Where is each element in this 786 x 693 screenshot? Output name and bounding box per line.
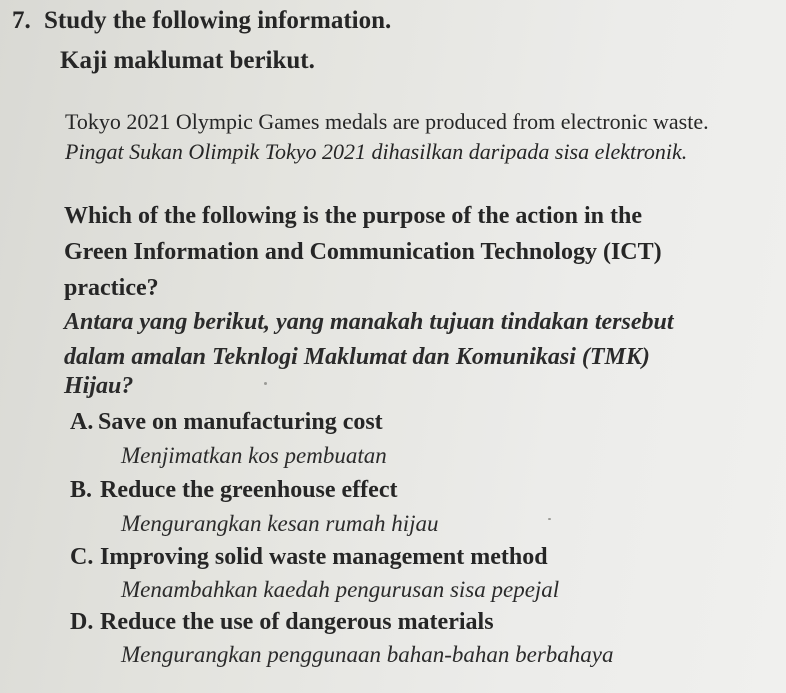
prompt-en-line-3: practice? <box>64 275 159 301</box>
option-b-text-ms[interactable]: Mengurangkan kesan rumah hijau <box>121 511 439 536</box>
option-a-text-en[interactable]: Save on manufacturing cost <box>98 409 383 435</box>
option-c-text-ms[interactable]: Menambahkan kaedah pengurusan sisa pepejal <box>121 577 560 602</box>
statement-en: Tokyo 2021 Olympic Games medals are produced from electronic waste. <box>65 109 709 134</box>
prompt-en-line-2: Green Information and Communication Technology (ICT) <box>64 239 662 265</box>
question-title-ms: Kaji maklumat berikut. <box>60 47 315 74</box>
prompt-ms-line-2: dalam amalan Teknlogi Maklumat dan Komunikasi (TMK) <box>64 344 650 370</box>
prompt-ms-line-3: Hijau? <box>64 373 134 399</box>
prompt-ms-line-1: Antara yang berikut, yang manakah tujuan tindakan tersebut <box>64 309 674 335</box>
option-a-text-ms[interactable]: Menjimatkan kos pembuatan <box>121 443 387 468</box>
option-c-letter[interactable]: C. <box>70 544 94 570</box>
option-d-letter[interactable]: D. <box>70 609 94 635</box>
option-a-letter[interactable]: A. <box>70 409 94 435</box>
option-c-text-en[interactable]: Improving solid waste management method <box>100 544 548 570</box>
option-d-text-ms[interactable]: Mengurangkan penggunaan bahan-bahan berbahaya <box>121 642 614 667</box>
prompt-en-line-1: Which of the following is the purpose of the action in the <box>64 203 643 229</box>
statement-ms: Pingat Sukan Olimpik Tokyo 2021 dihasilkan daripada sisa elektronik. <box>65 139 688 164</box>
paper-speck <box>548 518 551 520</box>
option-b-letter[interactable]: B. <box>70 477 93 503</box>
paper-speck <box>264 382 267 385</box>
option-b-text-en[interactable]: Reduce the greenhouse effect <box>100 477 398 503</box>
option-d-text-en[interactable]: Reduce the use of dangerous materials <box>100 609 494 635</box>
question-title-en: Study the following information. <box>44 7 392 34</box>
question-number: 7. <box>12 7 31 34</box>
